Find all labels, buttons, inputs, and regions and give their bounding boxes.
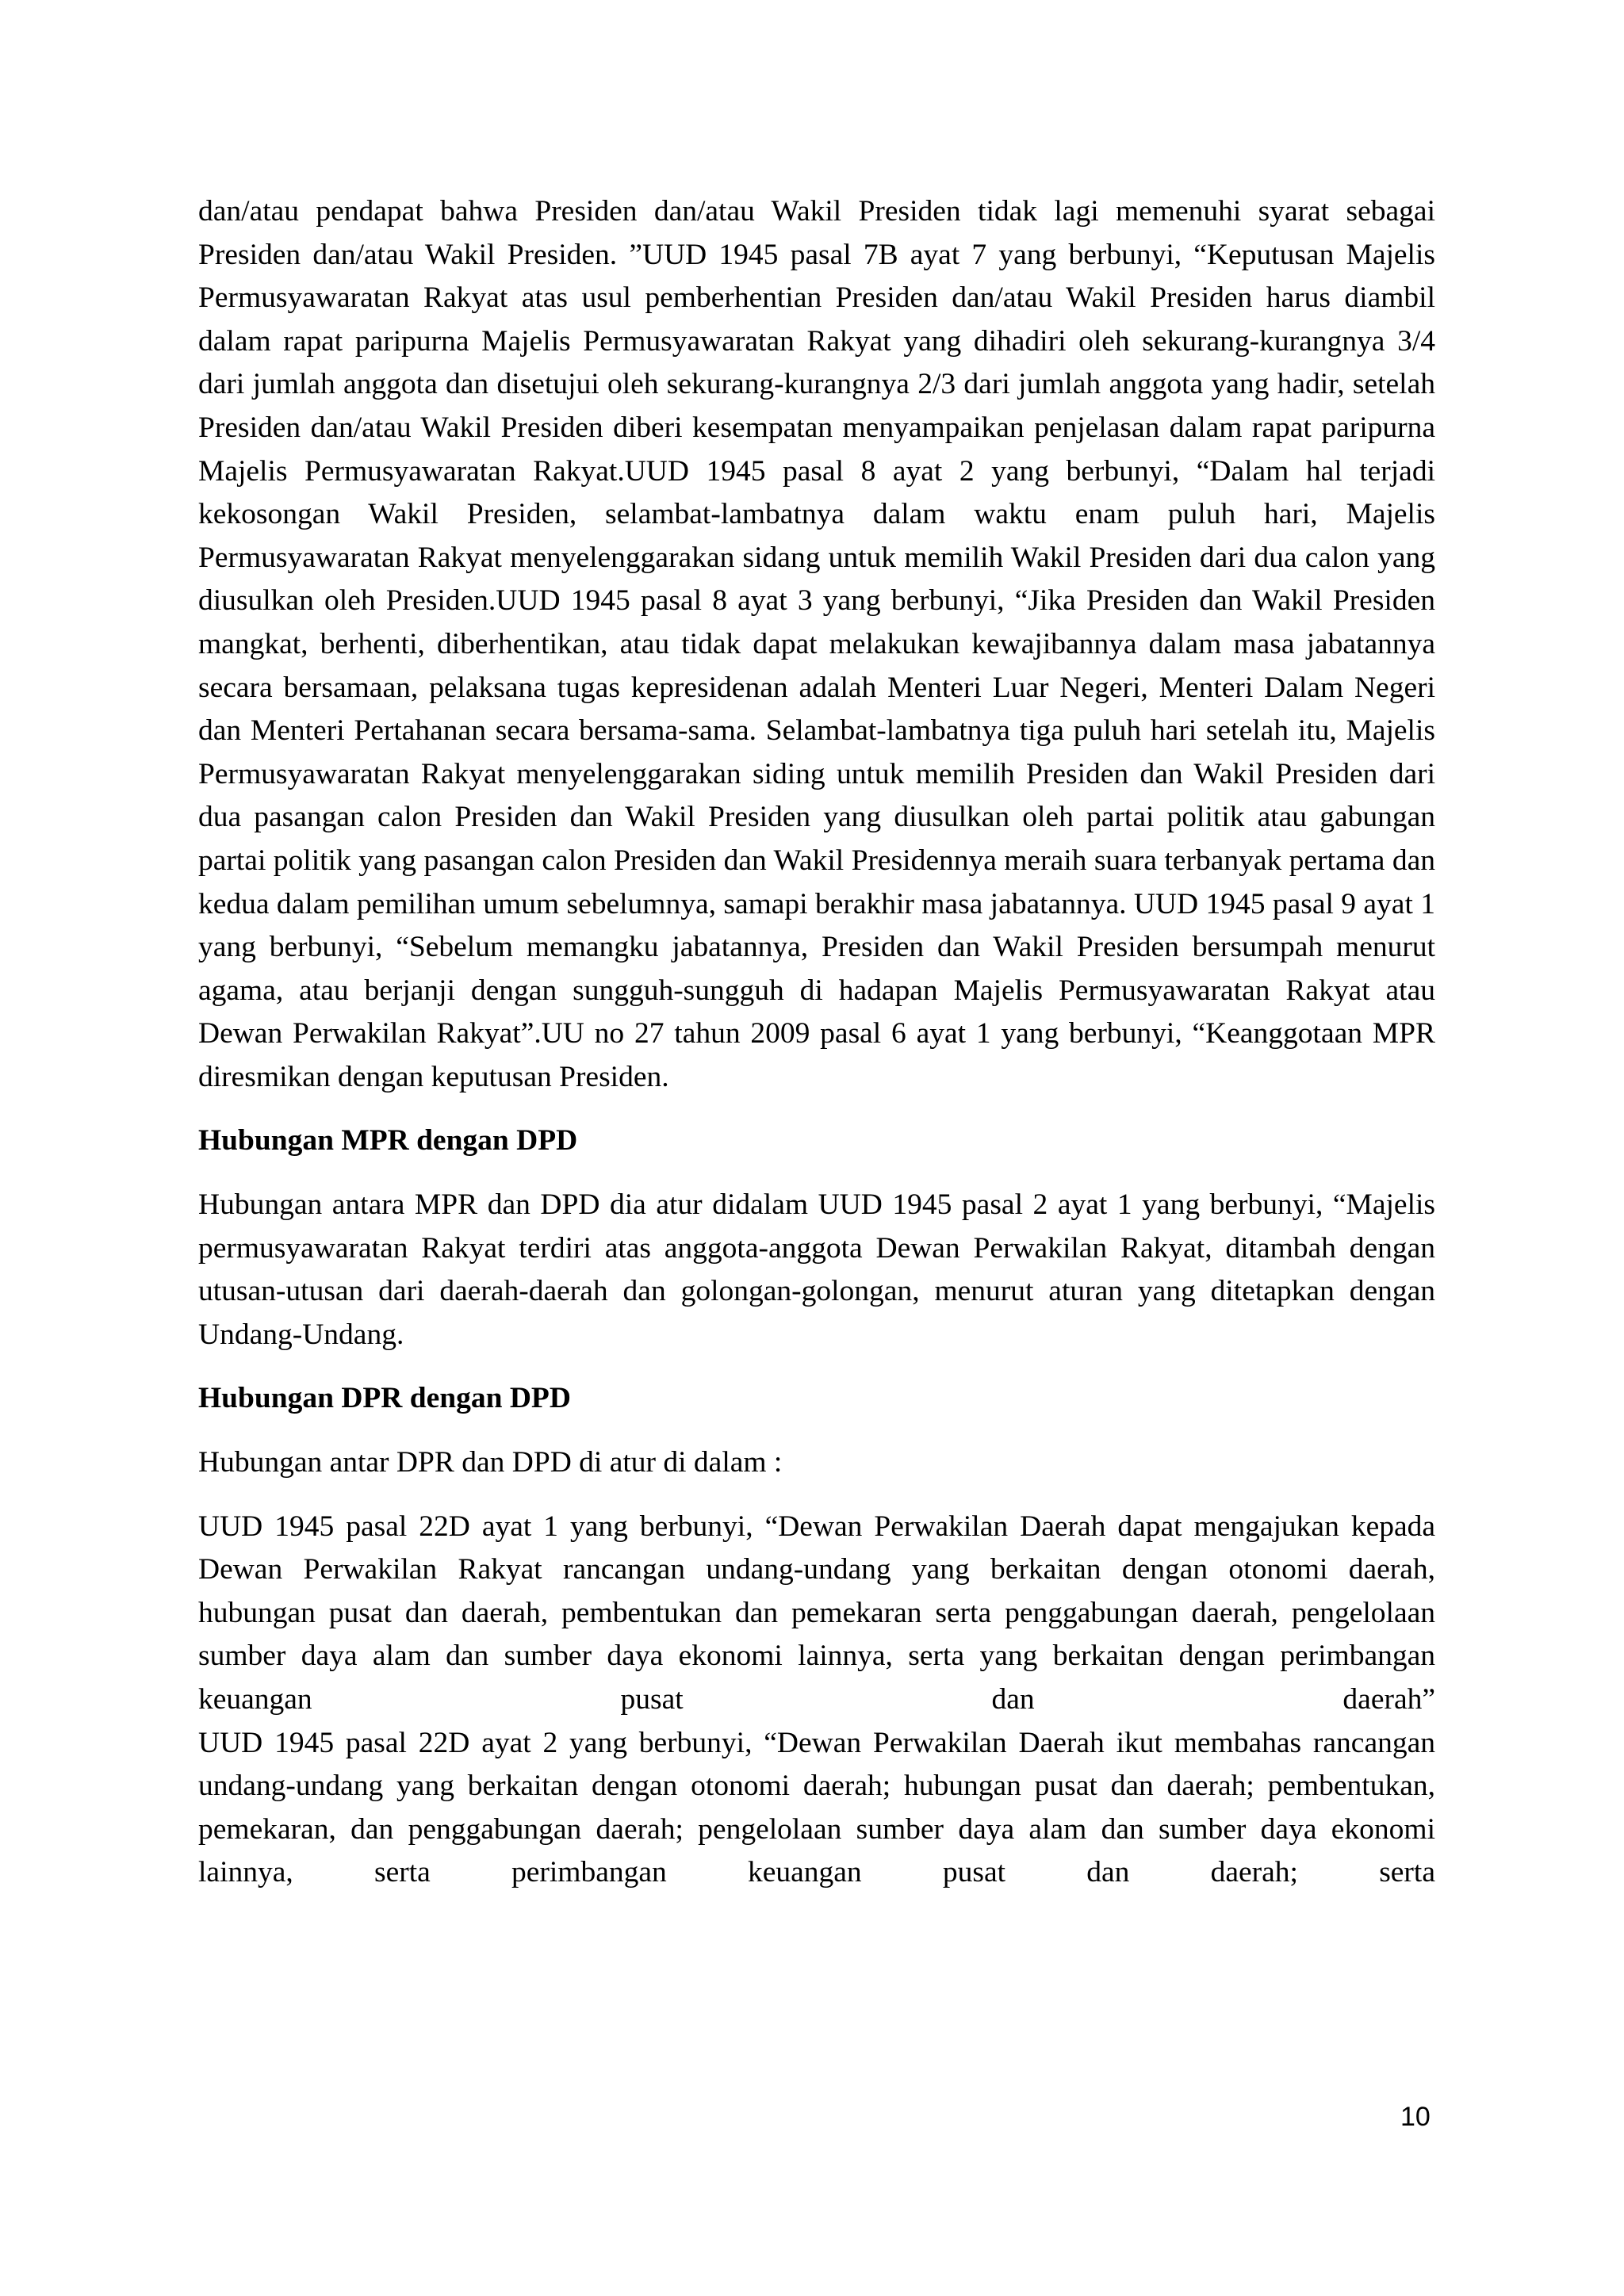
paragraph-2: Hubungan antara MPR dan DPD dia atur didalam UUD 1945 pasal 2 ayat 1 yang berbunyi, “Majelis permusyawaratan Rakyat terdiri atas anggota-anggota Dewan Perwakilan Rakyat, ditambah dengan utusan-utusan dari daerah-daerah dan golongan-golongan, menurut aturan yang ditetapkan dengan Undang-Undang.: [198, 1188, 1435, 1351]
paragraph-4: [198, 1506, 1435, 1895]
paragraph-1: dan/atau pendapat bahwa Presiden dan/atau Wakil Presiden tidak lagi memenuhi syarat sebagai Presiden dan/atau Wakil Presiden. ”UUD 1945 pasal 7B ayat 7 yang berbunyi, “Keputusan Majelis Permusyawaratan Rakyat atas usul pemberhentian Presiden dan/atau Wakil Presiden harus diambil dalam rapat paripurna Majelis Permusyawaratan Rakyat yang dihadiri oleh sekurang-kurangnya 3/4 dari jumlah anggota dan disetujui oleh sekurang-kurangnya 2/3 dari jumlah anggota yang hadir, setelah Presiden dan/atau Wakil Presiden diberi kesempatan menyampaikan penjelasan dalam rapat paripurna Majelis Permusyawaratan Rakyat.UUD 1945 pasal 8 ayat 2 yang berbunyi, “Dalam hal terjadi kekosongan Wakil Presiden, selambat-lambatnya dalam waktu enam puluh hari, Majelis Permusyawaratan Rakyat menyelenggarakan sidang untuk memilih Wakil Presiden dari dua calon yang diusulkan oleh Presiden.UUD 1945 pasal 8 ayat 3 yang berbunyi, “Jika Presiden dan Wakil Presiden mangkat, berhenti, diberhentikan, atau tidak dapat melakukan kewajibannya dalam masa jabatannya secara bersamaan, pelaksana tugas kepresidenan adalah Menteri Luar Negeri, Menteri Dalam Negeri dan Menteri Pertahanan secara bersama-sama. Selambat-lambatnya tiga puluh hari setelah itu, Majelis Permusyawaratan Rakyat menyelenggarakan siding untuk memilih Presiden dan Wakil Presiden dari dua pasangan calon Presiden dan Wakil Presiden yang diusulkan oleh partai politik atau gabungan partai politik yang pasangan calon Presiden dan Wakil Presidennya meraih suara terbanyak pertama dan kedua dalam pemilihan umum sebelumnya, samapi berakhir masa jabatannya. UUD 1945 pasal 9 ayat 1 yang berbunyi, “Sebelum memangku jabatannya, Presiden dan Wakil Presiden bersumpah menurut agama, atau berjanji dengan sungguh-sungguh di hadapan Majelis Permusyawaratan Rakyat atau Dewan Perwakilan Rakyat”.UU no 27 tahun 2009 pasal 6 ayat 1 yang berbunyi, “Keanggotaan MPR diresmikan dengan keputusan Presiden.: [198, 195, 1435, 1093]
section-heading-mpr-dpd: Hubungan MPR dengan DPD: [198, 1124, 578, 1158]
paragraph-3: Hubungan antar DPR dan DPD di atur di dalam :: [198, 1446, 783, 1479]
section-heading-dpr-dpd: Hubungan DPR dengan DPD: [198, 1382, 571, 1415]
page-number: 10: [1400, 2102, 1431, 2132]
document-page: [198, 190, 1435, 1895]
paragraph-4-part-1: UUD 1945 pasal 22D ayat 1 yang berbunyi, “Dewan Perwakilan Daerah dapat mengajukan kepada Dewan Perwakilan Rakyat rancangan undang-undang yang berkaitan dengan otonomi daerah, hubungan pusat dan daerah, pembentukan dan pemekaran serta penggabungan daerah, pengelolaan sumber daya alam dan sumber daya ekonomi lainnya, serta yang berkaitan dengan perimbangan keuangan pusat dan daerah”: [198, 1510, 1435, 1716]
paragraph-4-part-2: UUD 1945 pasal 22D ayat 2 yang berbunyi, “Dewan Perwakilan Daerah ikut membahas rancangan undang-undang yang berkaitan dengan otonomi daerah; hubungan pusat dan daerah; pembentukan, pemekaran, dan penggabungan daerah; pengelolaan sumber daya alam dan sumber daya ekonomi lainnya, serta perimbangan keuangan pusat dan daerah; serta: [198, 1726, 1435, 1889]
